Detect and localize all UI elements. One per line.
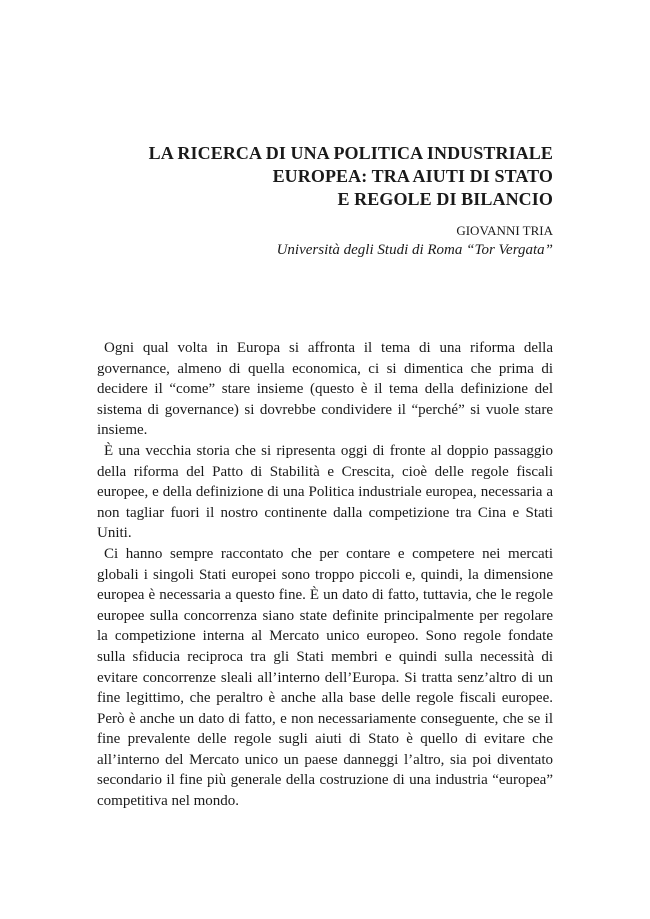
article-body	[97, 338, 553, 812]
article-title	[100, 142, 553, 211]
title-line-3: E REGOLE DI BILANCIO	[337, 189, 553, 209]
author-block	[200, 221, 553, 260]
title-line-1: LA RICERCA DI UNA POLITICA INDUSTRIALE	[148, 143, 553, 163]
author-name: GIOVANNI TRIA	[456, 223, 553, 238]
paragraph-3: Ci hanno sempre raccontato che per contare e competere nei mercati globali i singoli Stati europei sono troppo piccoli e, quindi, la dimensione europea è necessaria a questo fine. È un dato di fatto, tuttavia, che le regole europee sulla concorrenza siano state definite principalmente per regolare la competizione interna al Mercato unico europeo. Sono regole fondate sulla sfiducia reciproca tra gli Stati membri e quindi sulla necessità di evitare concorrenze sleali all’interno dell’Europa. Si tratta senz’altro di un fine legittimo, che peraltro è anche alla base delle regole fiscali europee. Però è anche un dato di fatto, e non necessariamente conseguente, che se il fine prevalente delle regole sugli aiuti di Stato è quello di evitare che all’interno del Mercato unico un paese danneggi l’altro, sia poi diventato secondario il fine più generale della costruzione di una industria “europea” competitiva nel mondo.	[97, 545, 553, 810]
author-affiliation: Università degli Studi di Roma “Tor Vergata”	[276, 242, 553, 258]
paragraph-1: Ogni qual volta in Europa si affronta il tema di una riforma della governance, almeno di quella economica, ci si dimentica che prima di decidere il “come” stare insieme (questo è il tema della definizione del sistema di governance) si dovrebbe condividere il “perché” si vuole stare insieme.	[97, 340, 553, 439]
title-line-2: EUROPEA: TRA AIUTI DI STATO	[272, 166, 553, 186]
paragraph-2: È una vecchia storia che si ripresenta oggi di fronte al doppio passaggio della riforma del Patto di Stabilità e Crescita, cioè delle regole fiscali europee, e della definizione di una Politica industriale europea, necessaria a non tagliar fuori il nostro continente dalla competizione tra Cina e Stati Uniti.	[97, 442, 553, 542]
